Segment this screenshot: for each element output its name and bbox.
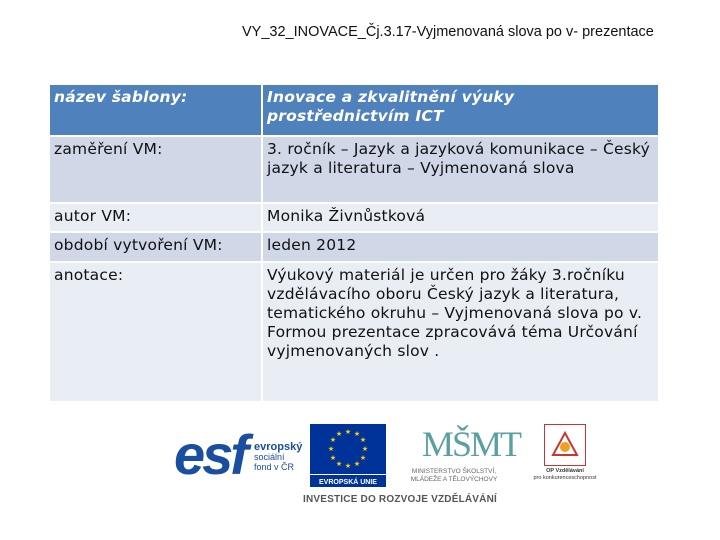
table-row <box>50 85 658 135</box>
msmt-logo <box>394 424 521 488</box>
table-row <box>50 263 658 401</box>
svg-text:★: ★ <box>353 460 361 468</box>
footer-slogan: INVESTICE DO ROZVOJE VZDĚLÁVÁNÍ <box>302 494 497 505</box>
op-caption: OP Vzdělávání pro konkurenceschopnost <box>533 468 597 481</box>
esf-mark: esf <box>174 423 246 486</box>
svg-text:★: ★ <box>359 454 367 462</box>
funding-logos <box>170 420 630 515</box>
svg-text:★: ★ <box>344 462 352 470</box>
svg-text:★: ★ <box>353 430 361 438</box>
eu-flag-icon <box>308 424 388 488</box>
eu-label: EVROPSKÁ UNIE <box>319 479 377 486</box>
row-label: název šablony: <box>50 85 261 135</box>
esf-caption: evropský sociální fond v ČR <box>254 441 303 472</box>
eu-logo <box>308 424 388 488</box>
svg-text:★: ★ <box>329 436 337 444</box>
msmt-caption: MINISTERSTVO ŠKOLSTVÍ, MLÁDEŽE A TĚLOVÝCHOVY <box>410 468 498 483</box>
svg-text:★: ★ <box>335 430 343 438</box>
row-value: Monika Živnůstková <box>263 204 658 231</box>
row-label: zaměření VM: <box>50 137 261 202</box>
document-title: VY_32_INOVACE_Čj.3.17-Vyjmenovaná slova po v- prezentace <box>242 24 654 40</box>
metadata-table <box>48 83 660 403</box>
op-logo <box>530 424 600 488</box>
svg-text:★: ★ <box>329 454 337 462</box>
esf-logo <box>174 424 304 488</box>
msmt-mark: MŠMT <box>422 424 521 464</box>
row-label: období vytvoření VM: <box>50 233 261 261</box>
row-value: Výukový materiál je určen pro žáky 3.ročníku vzdělávacího oboru Český jazyk a literatura, tematického okruhu – Vyjmenovaná slova po v. Formou prezentace zpracovává téma Určování vyjmenovaných slov . <box>263 263 658 401</box>
svg-text:★: ★ <box>359 436 367 444</box>
svg-text:★: ★ <box>327 445 335 453</box>
row-value: 3. ročník – Jazyk a jazyková komunikace – Český jazyk a literatura – Vyjmenovaná slova <box>263 137 658 202</box>
row-label: anotace: <box>50 263 261 401</box>
row-label: autor VM: <box>50 204 261 231</box>
row-value: Inovace a zkvalitnění výuky prostřednictvím ICT <box>263 85 658 135</box>
svg-text:★: ★ <box>344 428 352 436</box>
op-emblem-icon <box>544 424 586 466</box>
row-value: leden 2012 <box>263 233 658 261</box>
table-row <box>50 137 658 202</box>
table-row <box>50 233 658 261</box>
svg-text:★: ★ <box>361 445 369 453</box>
svg-text:★: ★ <box>335 460 343 468</box>
table-row <box>50 204 658 231</box>
